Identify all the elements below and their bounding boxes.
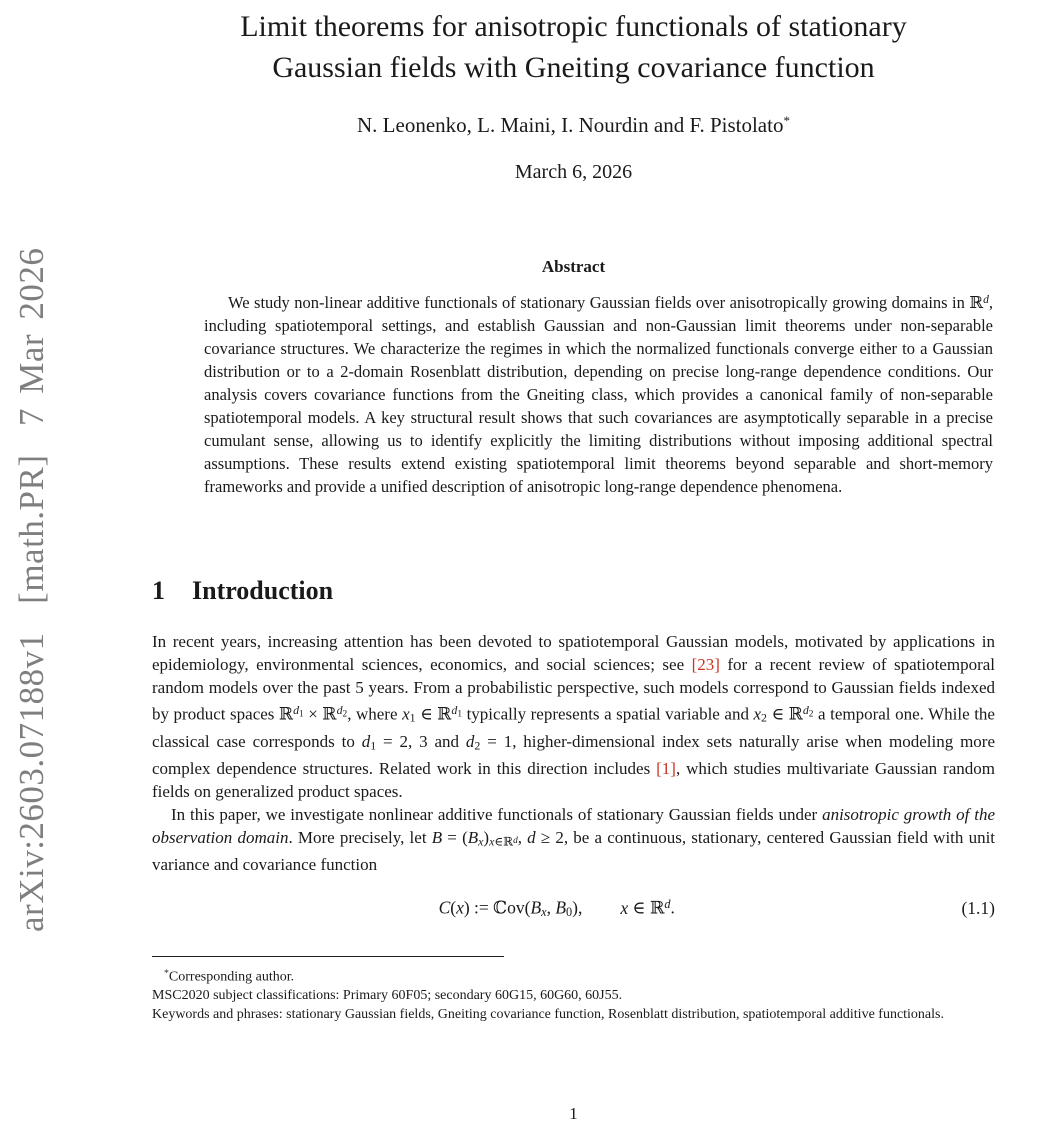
text-segment: 2 bbox=[342, 709, 348, 720]
text-segment: C bbox=[438, 897, 451, 918]
equation-1-1 bbox=[152, 893, 995, 924]
text-segment: ℝ bbox=[437, 704, 452, 724]
text-segment: 1 bbox=[409, 710, 416, 725]
text-segment: B bbox=[467, 828, 479, 848]
text-segment: d bbox=[451, 703, 458, 717]
text-segment: , where bbox=[347, 704, 403, 724]
text-segment: ℝ bbox=[649, 897, 665, 918]
text-segment: ( bbox=[450, 897, 457, 918]
text-segment: typically represents a spatial variable and bbox=[462, 704, 754, 724]
text-segment: ℝ bbox=[278, 704, 294, 724]
text-segment: , bbox=[517, 828, 528, 848]
text-segment: x bbox=[541, 905, 547, 920]
text-segment: ∈ bbox=[415, 704, 438, 724]
text-segment: B bbox=[431, 828, 443, 848]
text-segment: x bbox=[478, 834, 484, 849]
footnote-msc: MSC2020 subject classifications: Primary 60F05; secondary 60G15, 60G60, 60J55. bbox=[152, 988, 623, 1004]
abstract-text bbox=[204, 289, 993, 498]
text-segment: . bbox=[670, 897, 675, 918]
text-segment: B bbox=[555, 897, 567, 918]
footnote-rule bbox=[152, 956, 504, 957]
text-segment: ) := bbox=[463, 897, 494, 918]
equation-number: (1.1) bbox=[961, 897, 995, 918]
text-segment: d bbox=[983, 294, 989, 306]
text-segment: ∈ bbox=[767, 704, 789, 724]
text-segment: , including spatiotemporal settings, and establish Gaussian and non-Gaussian limit theorems under non-separable covariance structures. We characterize the regimes in which the normalized functionals converge either to a Gaussian distribution or to a 2-domain Rosenblatt distribution, depending on precise long-range dependence conditions. Our analysis covers covariance functions from the Gneiting class, which provides a canonical family of non-separable spatiotemporal models. A key structural result shows that such covariances are asymptotically separable in a precise cumulant sense, allowing us to identify explicitly the limiting distributions without imposing additional spectral assumptions. These results extend existing spatiotemporal limit theorems beyond separable and short-memory frameworks and provide a unified description of anisotropic long-range dependence phenomena. bbox=[204, 293, 993, 497]
text-segment: 1 bbox=[457, 709, 463, 720]
text-segment: . More precisely, let bbox=[288, 828, 432, 848]
intro-paragraph-2 bbox=[152, 803, 995, 876]
text-segment: ℝ bbox=[969, 293, 984, 313]
text-segment: , bbox=[546, 897, 556, 918]
text-segment: × bbox=[303, 704, 323, 724]
citation-link[interactable]: [23] bbox=[691, 655, 720, 674]
text-segment: 1 bbox=[299, 709, 304, 720]
text-segment: ℂ bbox=[493, 897, 508, 918]
text-segment: 1 bbox=[370, 738, 377, 753]
text-segment: ℝ bbox=[788, 704, 803, 724]
page-number: 1 bbox=[569, 1104, 578, 1123]
text-segment: x bbox=[753, 704, 762, 724]
text-segment: ov( bbox=[507, 897, 531, 918]
text-segment: 0 bbox=[566, 905, 573, 920]
text-segment: d bbox=[664, 897, 671, 912]
text-segment: d bbox=[336, 703, 343, 717]
text-segment: ), bbox=[572, 897, 583, 918]
citation-link[interactable]: [1] bbox=[656, 759, 676, 779]
intro-paragraph-1 bbox=[152, 630, 995, 803]
text-segment: d bbox=[513, 835, 518, 846]
date-line: March 6, 2026 bbox=[514, 161, 633, 183]
text-segment: , which studies multivariate Gaussian random fields on generalized product spaces. bbox=[152, 759, 995, 802]
section-number: 1 bbox=[152, 576, 165, 605]
author-names: N. Leonenko, L. Maini, I. Nourdin and F. Pistolato bbox=[357, 113, 784, 138]
text-segment: ≥ 2, be a continuous, stationary, centered Gaussian field with unit variance and covariance function bbox=[152, 828, 996, 875]
text-segment: = 1, higher-dimensional index sets naturally arise when modeling more complex dependence structures. Related work in this direction includes bbox=[152, 731, 996, 779]
equation-body bbox=[152, 893, 961, 924]
paper-title-line1: Limit theorems for anisotropic functionals of stationary bbox=[240, 10, 907, 43]
text-segment: ℝ bbox=[503, 834, 514, 849]
section-title: Introduction bbox=[192, 576, 334, 605]
text-segment: 2 bbox=[808, 709, 814, 720]
paper-title bbox=[152, 6, 995, 88]
text-segment: * bbox=[164, 968, 169, 979]
text-segment: x bbox=[489, 834, 495, 849]
text-segment: 2 bbox=[474, 738, 481, 753]
text-segment: d bbox=[802, 703, 809, 717]
author-footnote-mark: * bbox=[783, 113, 790, 128]
text-segment: = ( bbox=[442, 828, 468, 848]
text-segment: d bbox=[293, 703, 300, 717]
text-segment: ) bbox=[483, 828, 490, 848]
paper-title-line2: Gaussian fields with Gneiting covariance function bbox=[272, 51, 875, 84]
text-segment: d bbox=[527, 828, 536, 848]
text-segment: Corresponding author. bbox=[168, 969, 295, 985]
footnote-block bbox=[152, 964, 995, 1024]
text-segment: for a recent review of spatiotemporal random models over the past 5 years. From a probabilistic perspective, such models correspond to Gaussian fields indexed by product spaces bbox=[152, 655, 995, 724]
footnote-corresponding bbox=[152, 964, 995, 986]
text-segment: anisotropic growth of the observation domain bbox=[152, 805, 995, 848]
text-segment: x bbox=[620, 897, 629, 918]
text-segment: d bbox=[465, 731, 475, 751]
text-segment: In recent years, increasing attention has been devoted to spatiotemporal Gaussian models, motivated by applications in epidemiology, environmental sciences, economics, and social sciences; see bbox=[152, 632, 995, 674]
author-line bbox=[152, 113, 995, 138]
introduction-body bbox=[152, 630, 995, 924]
text-segment: x bbox=[402, 704, 410, 724]
text-segment: In this paper, we investigate nonlinear additive functionals of stationary Gaussian fields under bbox=[171, 805, 823, 825]
text-segment: ℝ bbox=[322, 704, 337, 724]
text-segment: x bbox=[456, 897, 464, 918]
text-segment: d bbox=[361, 731, 371, 751]
text-segment: ∈ bbox=[494, 834, 504, 849]
abstract-heading: Abstract bbox=[541, 257, 606, 276]
text-segment: B bbox=[530, 897, 542, 918]
arxiv-watermark: arXiv:2603.07188v1 [math.PR] 7 Mar 2026 bbox=[12, 247, 51, 932]
text-segment: ∈ bbox=[628, 897, 650, 918]
footnote-keywords: Keywords and phrases: stationary Gaussian fields, Gneiting covariance function, Rosenblatt distribution, spatiotemporal additive functionals. bbox=[152, 1007, 944, 1023]
text-segment: a temporal one. While the classical case corresponds to bbox=[152, 704, 995, 751]
text-segment: We study non-linear additive functionals of stationary Gaussian fields over anisotropically growing domains in bbox=[228, 293, 970, 313]
text-segment: 2 bbox=[761, 710, 767, 725]
section-heading bbox=[152, 576, 995, 606]
text-segment: = 2, 3 and bbox=[376, 731, 466, 751]
